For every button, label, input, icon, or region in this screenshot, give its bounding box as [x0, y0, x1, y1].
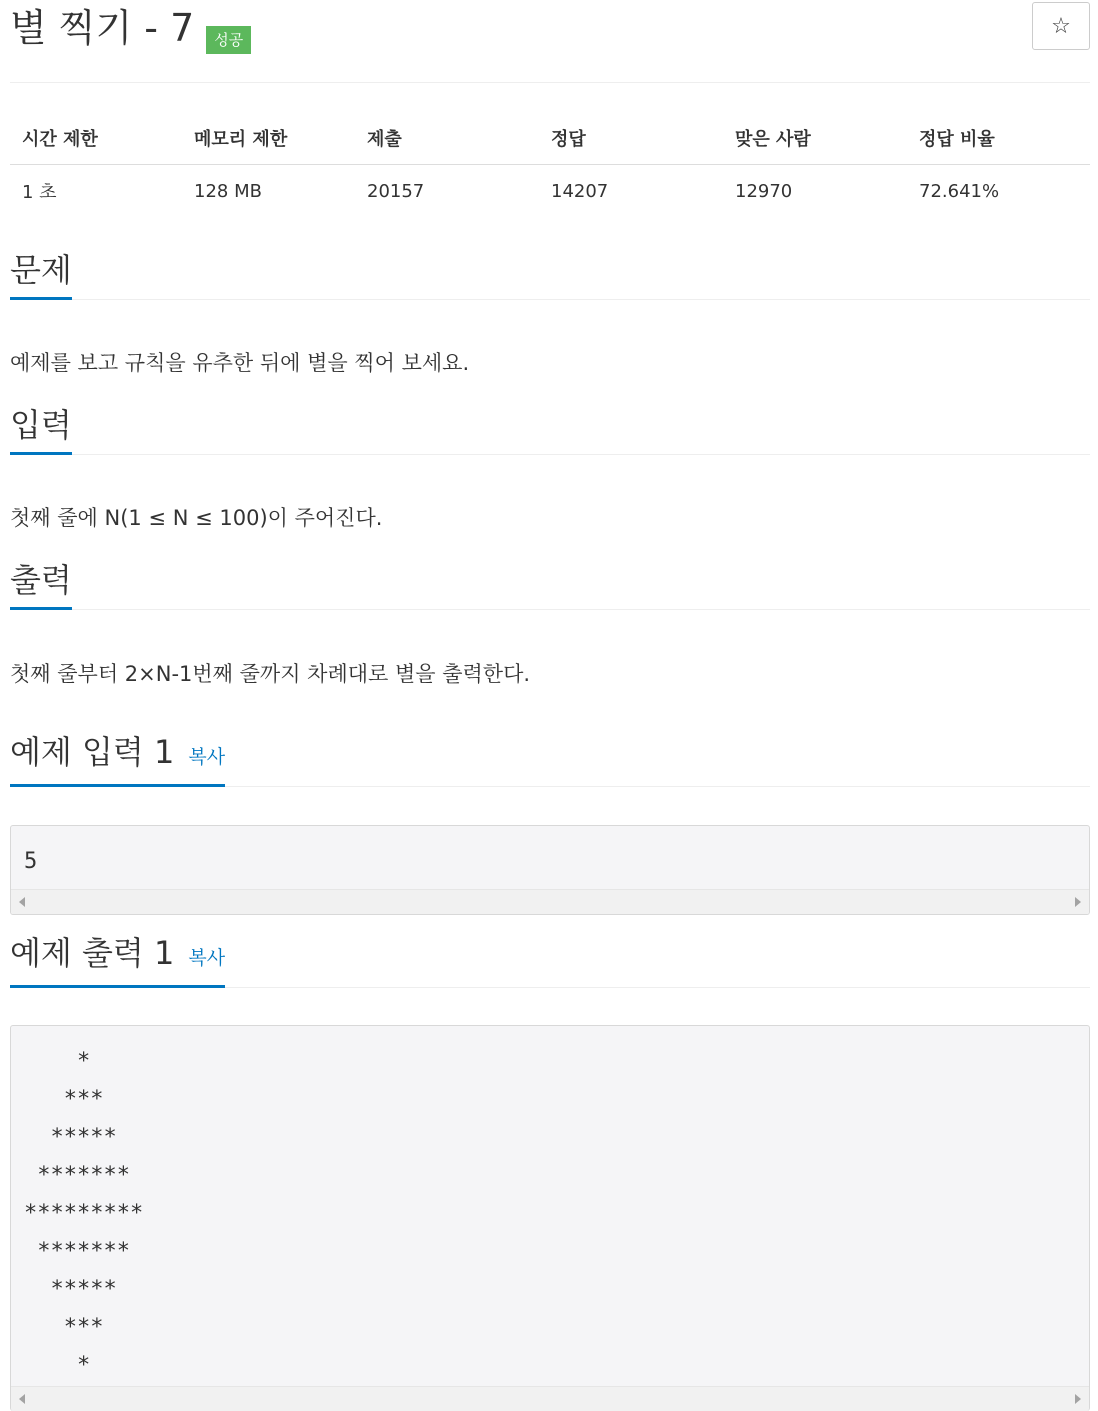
favorite-button[interactable]	[1032, 2, 1090, 50]
sample-output-heading	[10, 934, 225, 988]
header-submissions: 제출	[355, 112, 539, 165]
star-icon: ☆	[1051, 13, 1071, 39]
header-accept-ratio: 정답 비율	[907, 112, 1090, 165]
output-section-header	[10, 561, 1090, 610]
header-solved-users: 맞은 사람	[723, 112, 907, 165]
description-section-header	[10, 251, 1090, 300]
sample-output-box[interactable]	[10, 1025, 1090, 1411]
sample-input-heading-text: 예제 입력 1	[10, 733, 175, 771]
title-wrap	[10, 4, 251, 52]
input-heading	[10, 406, 72, 455]
scroll-left-icon[interactable]	[19, 1394, 25, 1404]
input-text: 첫째 줄에 N(1 ≤ N ≤ 100)이 주어진다.	[10, 506, 383, 530]
sample-output-scrollbar[interactable]	[11, 1386, 1089, 1411]
sample-input-content: 5	[24, 849, 38, 874]
info-value-row	[10, 165, 1090, 218]
scroll-right-icon[interactable]	[1075, 1394, 1081, 1404]
problem-info-table	[10, 112, 1090, 217]
problem-title: 별 찍기 - 7	[10, 6, 195, 50]
value-memory-limit: 128 MB	[194, 180, 262, 202]
copy-sample-input-button[interactable]: 복사	[188, 746, 226, 768]
value-accept-ratio: 72.641%	[919, 180, 1000, 202]
header-accepted: 정답	[539, 112, 723, 165]
sample-output-heading-text: 예제 출력 1	[10, 934, 175, 972]
description-heading	[10, 251, 72, 300]
input-heading-text: 입력	[10, 406, 72, 444]
sample-input-section-header	[10, 733, 1090, 787]
value-time-limit: 1 초	[22, 182, 57, 203]
scroll-left-icon[interactable]	[19, 897, 25, 907]
input-section-header	[10, 406, 1090, 455]
description-text: 예제를 보고 규칙을 유추한 뒤에 별을 찍어 보세요.	[10, 351, 470, 375]
copy-sample-output-button[interactable]: 복사	[188, 947, 226, 969]
problem-page	[10, 0, 1090, 1378]
sample-input-box[interactable]	[10, 825, 1090, 915]
header-memory-limit: 메모리 제한	[182, 112, 355, 165]
output-heading-text: 출력	[10, 561, 72, 599]
header-time-limit: 시간 제한	[10, 112, 182, 165]
scroll-right-icon[interactable]	[1075, 897, 1081, 907]
value-submissions[interactable]: 20157	[367, 180, 425, 202]
value-accepted[interactable]: 14207	[551, 180, 609, 202]
sample-input-heading	[10, 733, 225, 787]
sample-output-content: * *** ***** ******* ********* ******* ***** *** *	[24, 1049, 144, 1378]
output-heading	[10, 561, 72, 610]
status-badge: 성공	[206, 26, 251, 54]
info-header-row	[10, 112, 1090, 165]
sample-input-scrollbar[interactable]	[11, 889, 1089, 914]
value-solved-users[interactable]: 12970	[735, 180, 793, 202]
sample-output-section-header	[10, 934, 1090, 988]
problem-header	[10, 0, 1090, 83]
output-text: 첫째 줄부터 2×N-1번째 줄까지 차례대로 별을 출력한다.	[10, 662, 531, 686]
description-heading-text: 문제	[10, 251, 72, 289]
